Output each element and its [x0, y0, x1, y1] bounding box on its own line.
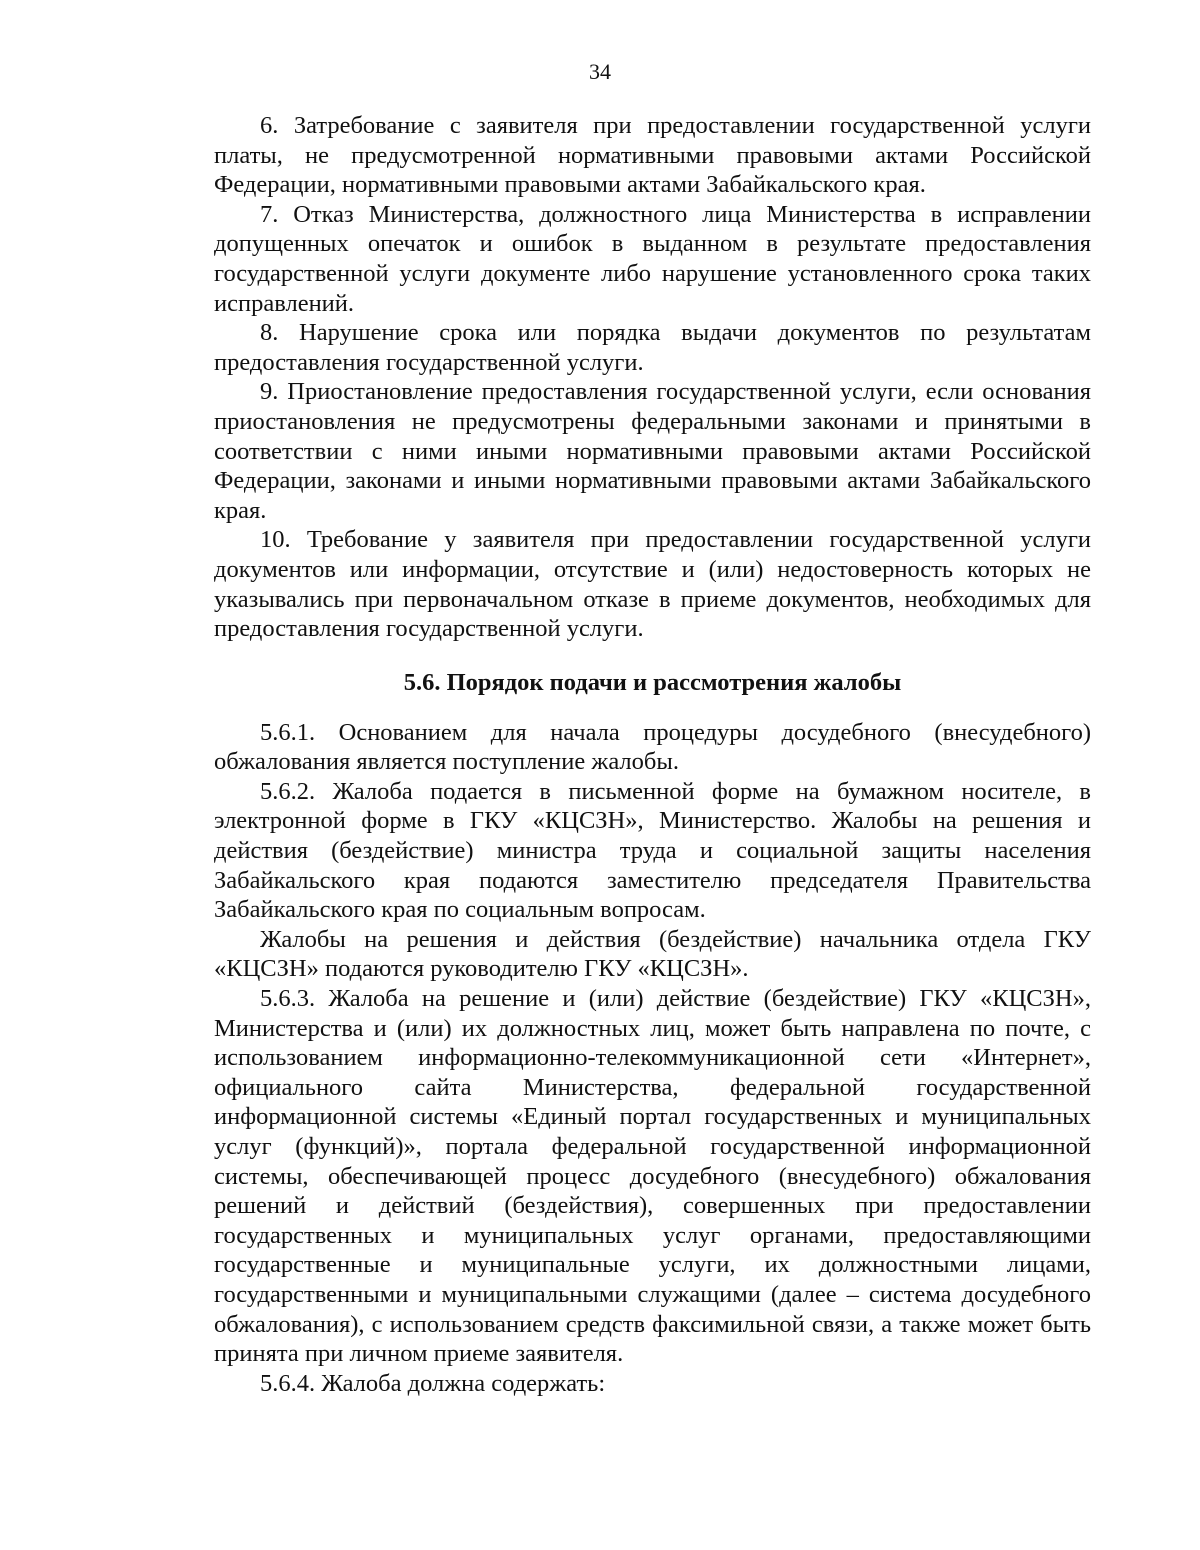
paragraph-item-9: 9. Приостановление предоставления государственной услуги, если основания приостановления не предусмотрены федеральными законами и принятыми в соответствии с ними иными нормативными правовыми актами Российской Федерации, законами и иными нормативными правовыми актами Забайкальского края. — [214, 378, 1091, 524]
section-heading: 5.6. Порядок подачи и рассмотрения жалобы — [403, 668, 902, 696]
paragraph-5-6-3: 5.6.3. Жалоба на решение и (или) действие (бездействие) ГКУ «КЦСЗН», Министерства и (или) их должностных лиц, может быть направлена по почте, с использованием информационно-телекоммуникационной сети «Интернет», официального сайта Министерства, федеральной государственной информационной системы «Единый портал государственных и муниципальных услуг (функций)», портала федеральной государственной информационной системы, обеспечивающей процесс досудебного (внесудебного) обжалования решений и действий (бездействия), совершенных при предоставлении государственных и муниципальных услуг органами, предоставляющими государственные и муниципальные услуги, их должностными лицами, государственными и муниципальными служащими (далее – система досудебного обжалования), с использованием средств факсимильной связи, а также может быть принята при личном приеме заявителя. — [214, 985, 1091, 1368]
paragraph-5-6-2-continued: Жалобы на решения и действия (бездействие) начальника отдела ГКУ «КЦСЗН» подаются руководителю ГКУ «КЦСЗН». — [214, 925, 1091, 983]
paragraph-item-8: 8. Нарушение срока или порядка выдачи документов по результатам предоставления государственной услуги. — [214, 319, 1091, 376]
paragraph-item-7: 7. Отказ Министерства, должностного лица Министерства в исправлении допущенных опечаток и ошибок в выданном в результате предоставления государственной услуги документе либо нарушение установленного срока таких исправлений. — [214, 200, 1091, 317]
paragraph-item-10: 10. Требование у заявителя при предоставлении государственной услуги документов или информации, отсутствие и (или) недостоверность которых не указывались при первоначальном отказе в приеме документов, необходимых для предоставления государственной услуги. — [214, 526, 1091, 643]
paragraph-item-6: 6. Затребование с заявителя при предоставлении государственной услуги платы, не предусмотренной нормативными правовыми актами Российской Федерации, нормативными правовыми актами Забайкальского края. — [214, 112, 1091, 199]
paragraph-5-6-4: 5.6.4. Жалоба должна содержать: — [260, 1369, 606, 1397]
paragraph-5-6-1: 5.6.1. Основанием для начала процедуры досудебного (внесудебного) обжалования является поступление жалобы. — [214, 718, 1091, 776]
document-body — [214, 111, 1091, 1398]
page-number: 34 — [589, 59, 611, 84]
paragraph-5-6-2: 5.6.2. Жалоба подается в письменной форме на бумажном носителе, в электронной форме в ГКУ «КЦСЗН», Министерство. Жалобы на решения и действия (бездействие) министра труда и социальной защиты населения Забайкальского края подаются заместителю председателя Правительства Забайкальского края по социальным вопросам. — [214, 777, 1091, 924]
